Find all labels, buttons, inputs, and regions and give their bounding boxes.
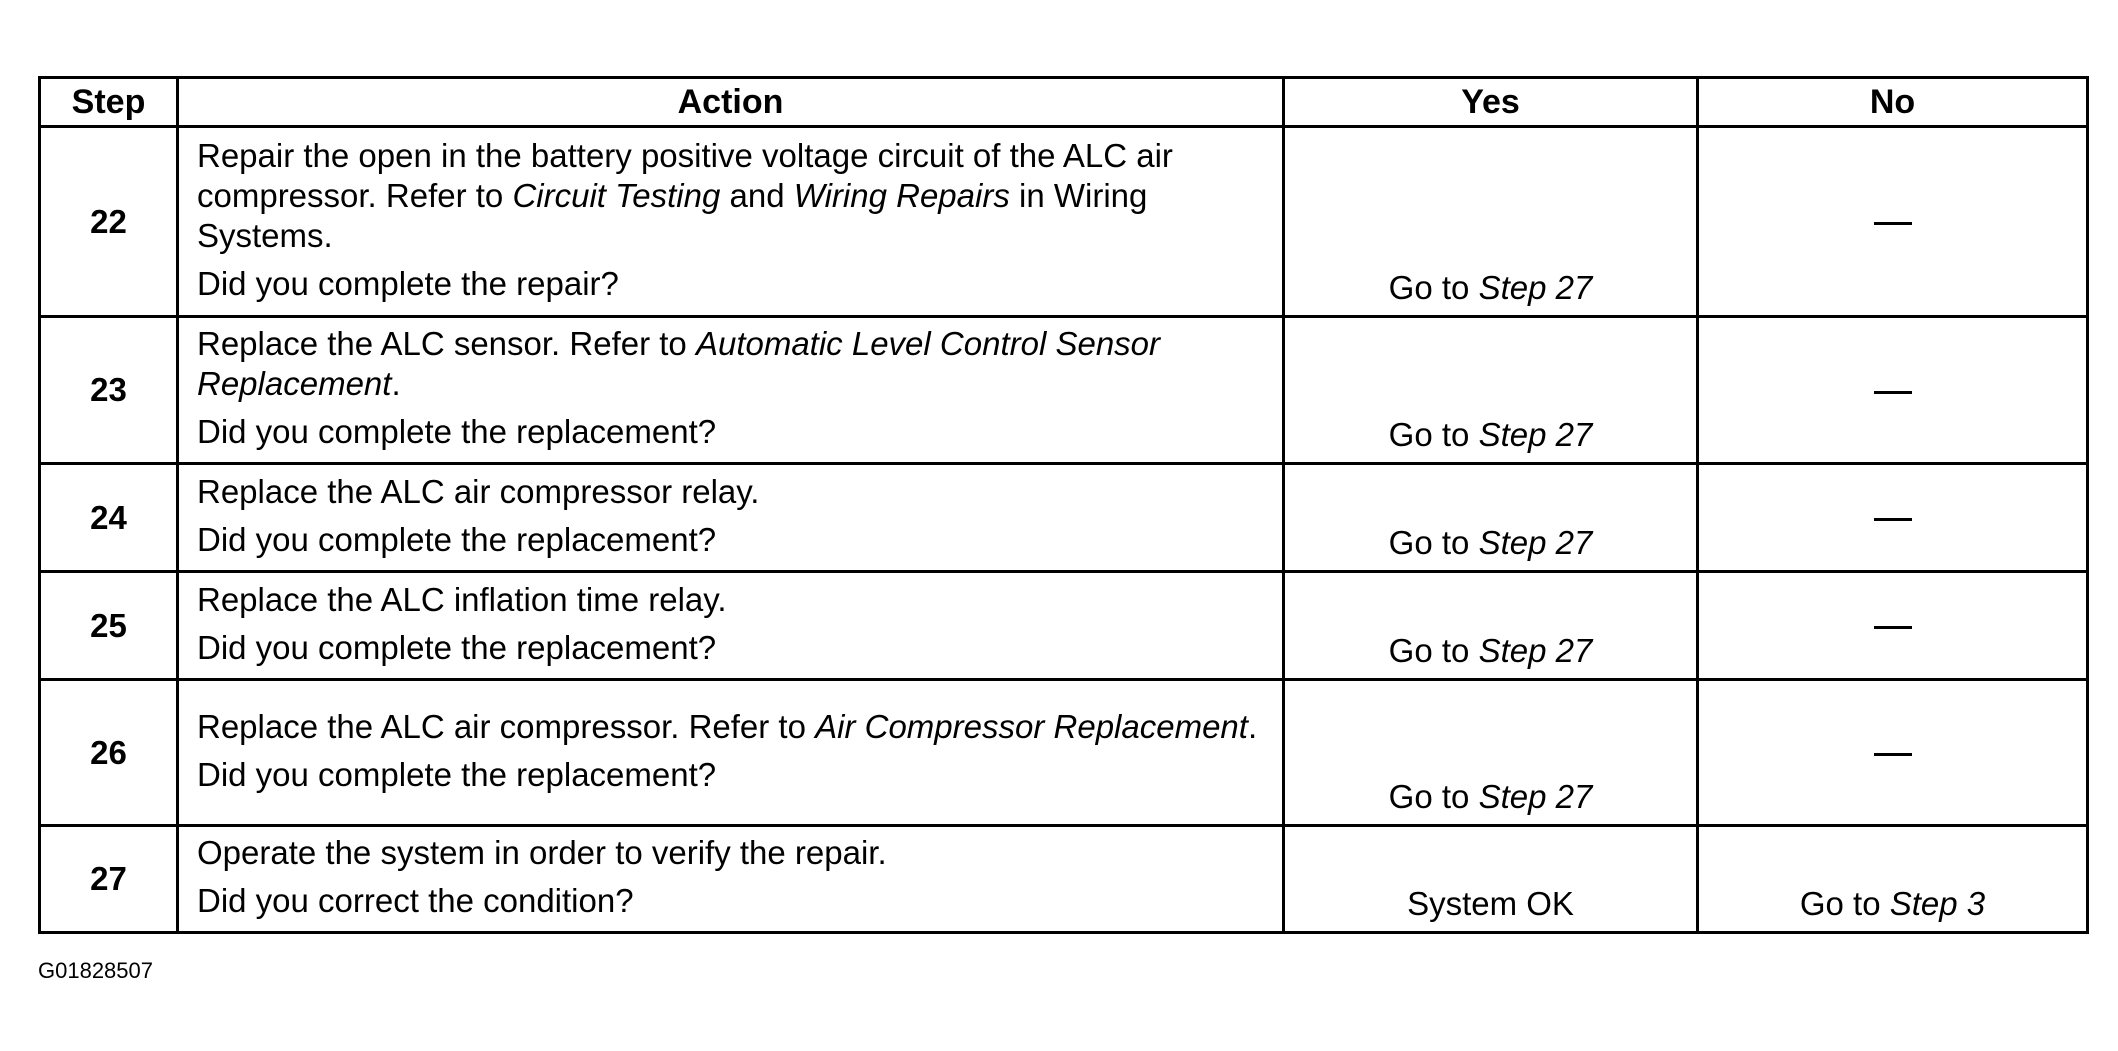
- instruction-text: .: [1247, 707, 1258, 745]
- action-instruction: [197, 833, 1264, 873]
- yes-prefix: Go to: [1388, 778, 1479, 815]
- instruction-text: Replace the ALC sensor. Refer to: [197, 325, 696, 362]
- instruction-text: and: [720, 176, 794, 214]
- header-yes: Yes: [1284, 78, 1698, 127]
- yes-step-ref: Step 27: [1478, 778, 1593, 815]
- yes-step-ref: Step 27: [1478, 416, 1593, 453]
- action-question: Did you correct the condition?: [197, 882, 634, 919]
- action-cell: [178, 572, 1284, 680]
- no-cell: [1698, 464, 2088, 572]
- no-dash: [1874, 222, 1912, 225]
- instruction-text: in Wiring Systems.: [197, 176, 1148, 254]
- no-dash: [1874, 626, 1912, 629]
- instruction-text: Repair the open in the battery positive voltage circuit of the ALC air compressor. Refer to: [197, 136, 1173, 214]
- step-number: 27: [40, 826, 178, 933]
- header-no: No: [1698, 78, 2088, 127]
- action-cell: [178, 680, 1284, 826]
- yes-system-ok: System OK: [1407, 885, 1574, 922]
- action-instruction: [197, 580, 1264, 620]
- table-row: [40, 572, 2088, 680]
- yes-cell: [1284, 826, 1698, 933]
- no-cell: [1698, 572, 2088, 680]
- instruction-text: Replace the ALC air compressor relay.: [197, 472, 760, 510]
- step-number: 25: [40, 572, 178, 680]
- action-cell: [178, 127, 1284, 317]
- step-number: 23: [40, 317, 178, 464]
- action-cell: [178, 317, 1284, 464]
- no-cell: [1698, 826, 2088, 933]
- yes-cell: [1284, 317, 1698, 464]
- yes-outcome: [1285, 885, 1696, 923]
- action-instruction: [197, 707, 1264, 747]
- step-number: 24: [40, 464, 178, 572]
- no-cell: [1698, 317, 2088, 464]
- no-cell: [1698, 680, 2088, 826]
- yes-outcome: [1285, 416, 1696, 454]
- reference-link: Wiring Repairs: [793, 176, 1010, 214]
- reference-link: Air Compressor Replacement: [815, 707, 1248, 745]
- no-prefix: Go to: [1799, 885, 1890, 922]
- yes-outcome: [1285, 269, 1696, 307]
- no-dash: [1874, 391, 1912, 394]
- action-instruction: [197, 472, 1264, 512]
- yes-step-ref: Step 27: [1478, 269, 1593, 306]
- action-cell: [178, 464, 1284, 572]
- yes-outcome: [1285, 524, 1696, 562]
- yes-cell: [1284, 572, 1698, 680]
- header-action: Action: [178, 78, 1284, 127]
- table-row: [40, 680, 2088, 826]
- yes-prefix: Go to: [1388, 524, 1479, 561]
- instruction-text: Replace the ALC inflation time relay.: [197, 580, 727, 618]
- table-header-row: [40, 78, 2088, 127]
- header-step: Step: [40, 78, 178, 127]
- reference-link: Circuit Testing: [512, 176, 721, 214]
- table-row: [40, 127, 2088, 317]
- no-cell: [1698, 127, 2088, 317]
- action-question: Did you complete the replacement?: [197, 755, 717, 793]
- action-question: Did you complete the repair?: [197, 264, 619, 302]
- action-question: Did you complete the replacement?: [197, 413, 717, 450]
- reference-link: Automatic Level Control Sensor Replacement: [197, 325, 1161, 402]
- figure-id-caption: G01828507: [38, 958, 153, 983]
- yes-prefix: Go to: [1388, 416, 1479, 453]
- yes-step-ref: Step 27: [1478, 632, 1593, 669]
- step-number: 26: [40, 680, 178, 826]
- action-cell: [178, 826, 1284, 933]
- yes-prefix: Go to: [1388, 269, 1479, 306]
- action-question: Did you complete the replacement?: [197, 628, 717, 666]
- yes-outcome: [1285, 632, 1696, 670]
- diagnostic-steps-table: [38, 76, 2089, 934]
- instruction-text: .: [391, 365, 401, 402]
- yes-outcome: [1285, 778, 1696, 816]
- yes-cell: [1284, 680, 1698, 826]
- no-dash: [1874, 518, 1912, 521]
- action-instruction: [197, 136, 1264, 256]
- action-instruction: [197, 324, 1264, 404]
- action-question: Did you complete the replacement?: [197, 520, 717, 558]
- no-step-ref: Step 3: [1889, 885, 1986, 922]
- no-dash: [1874, 753, 1912, 756]
- instruction-text: Replace the ALC air compressor. Refer to: [197, 707, 816, 745]
- no-outcome: [1699, 885, 2086, 923]
- table-row: [40, 464, 2088, 572]
- yes-prefix: Go to: [1388, 632, 1479, 669]
- yes-cell: [1284, 127, 1698, 317]
- step-number: 22: [40, 127, 178, 317]
- table-row: [40, 826, 2088, 933]
- diagnostic-table-container: [38, 76, 2086, 934]
- table-row: [40, 317, 2088, 464]
- yes-cell: [1284, 464, 1698, 572]
- instruction-text: Operate the system in order to verify the repair.: [197, 834, 887, 871]
- yes-step-ref: Step 27: [1478, 524, 1593, 561]
